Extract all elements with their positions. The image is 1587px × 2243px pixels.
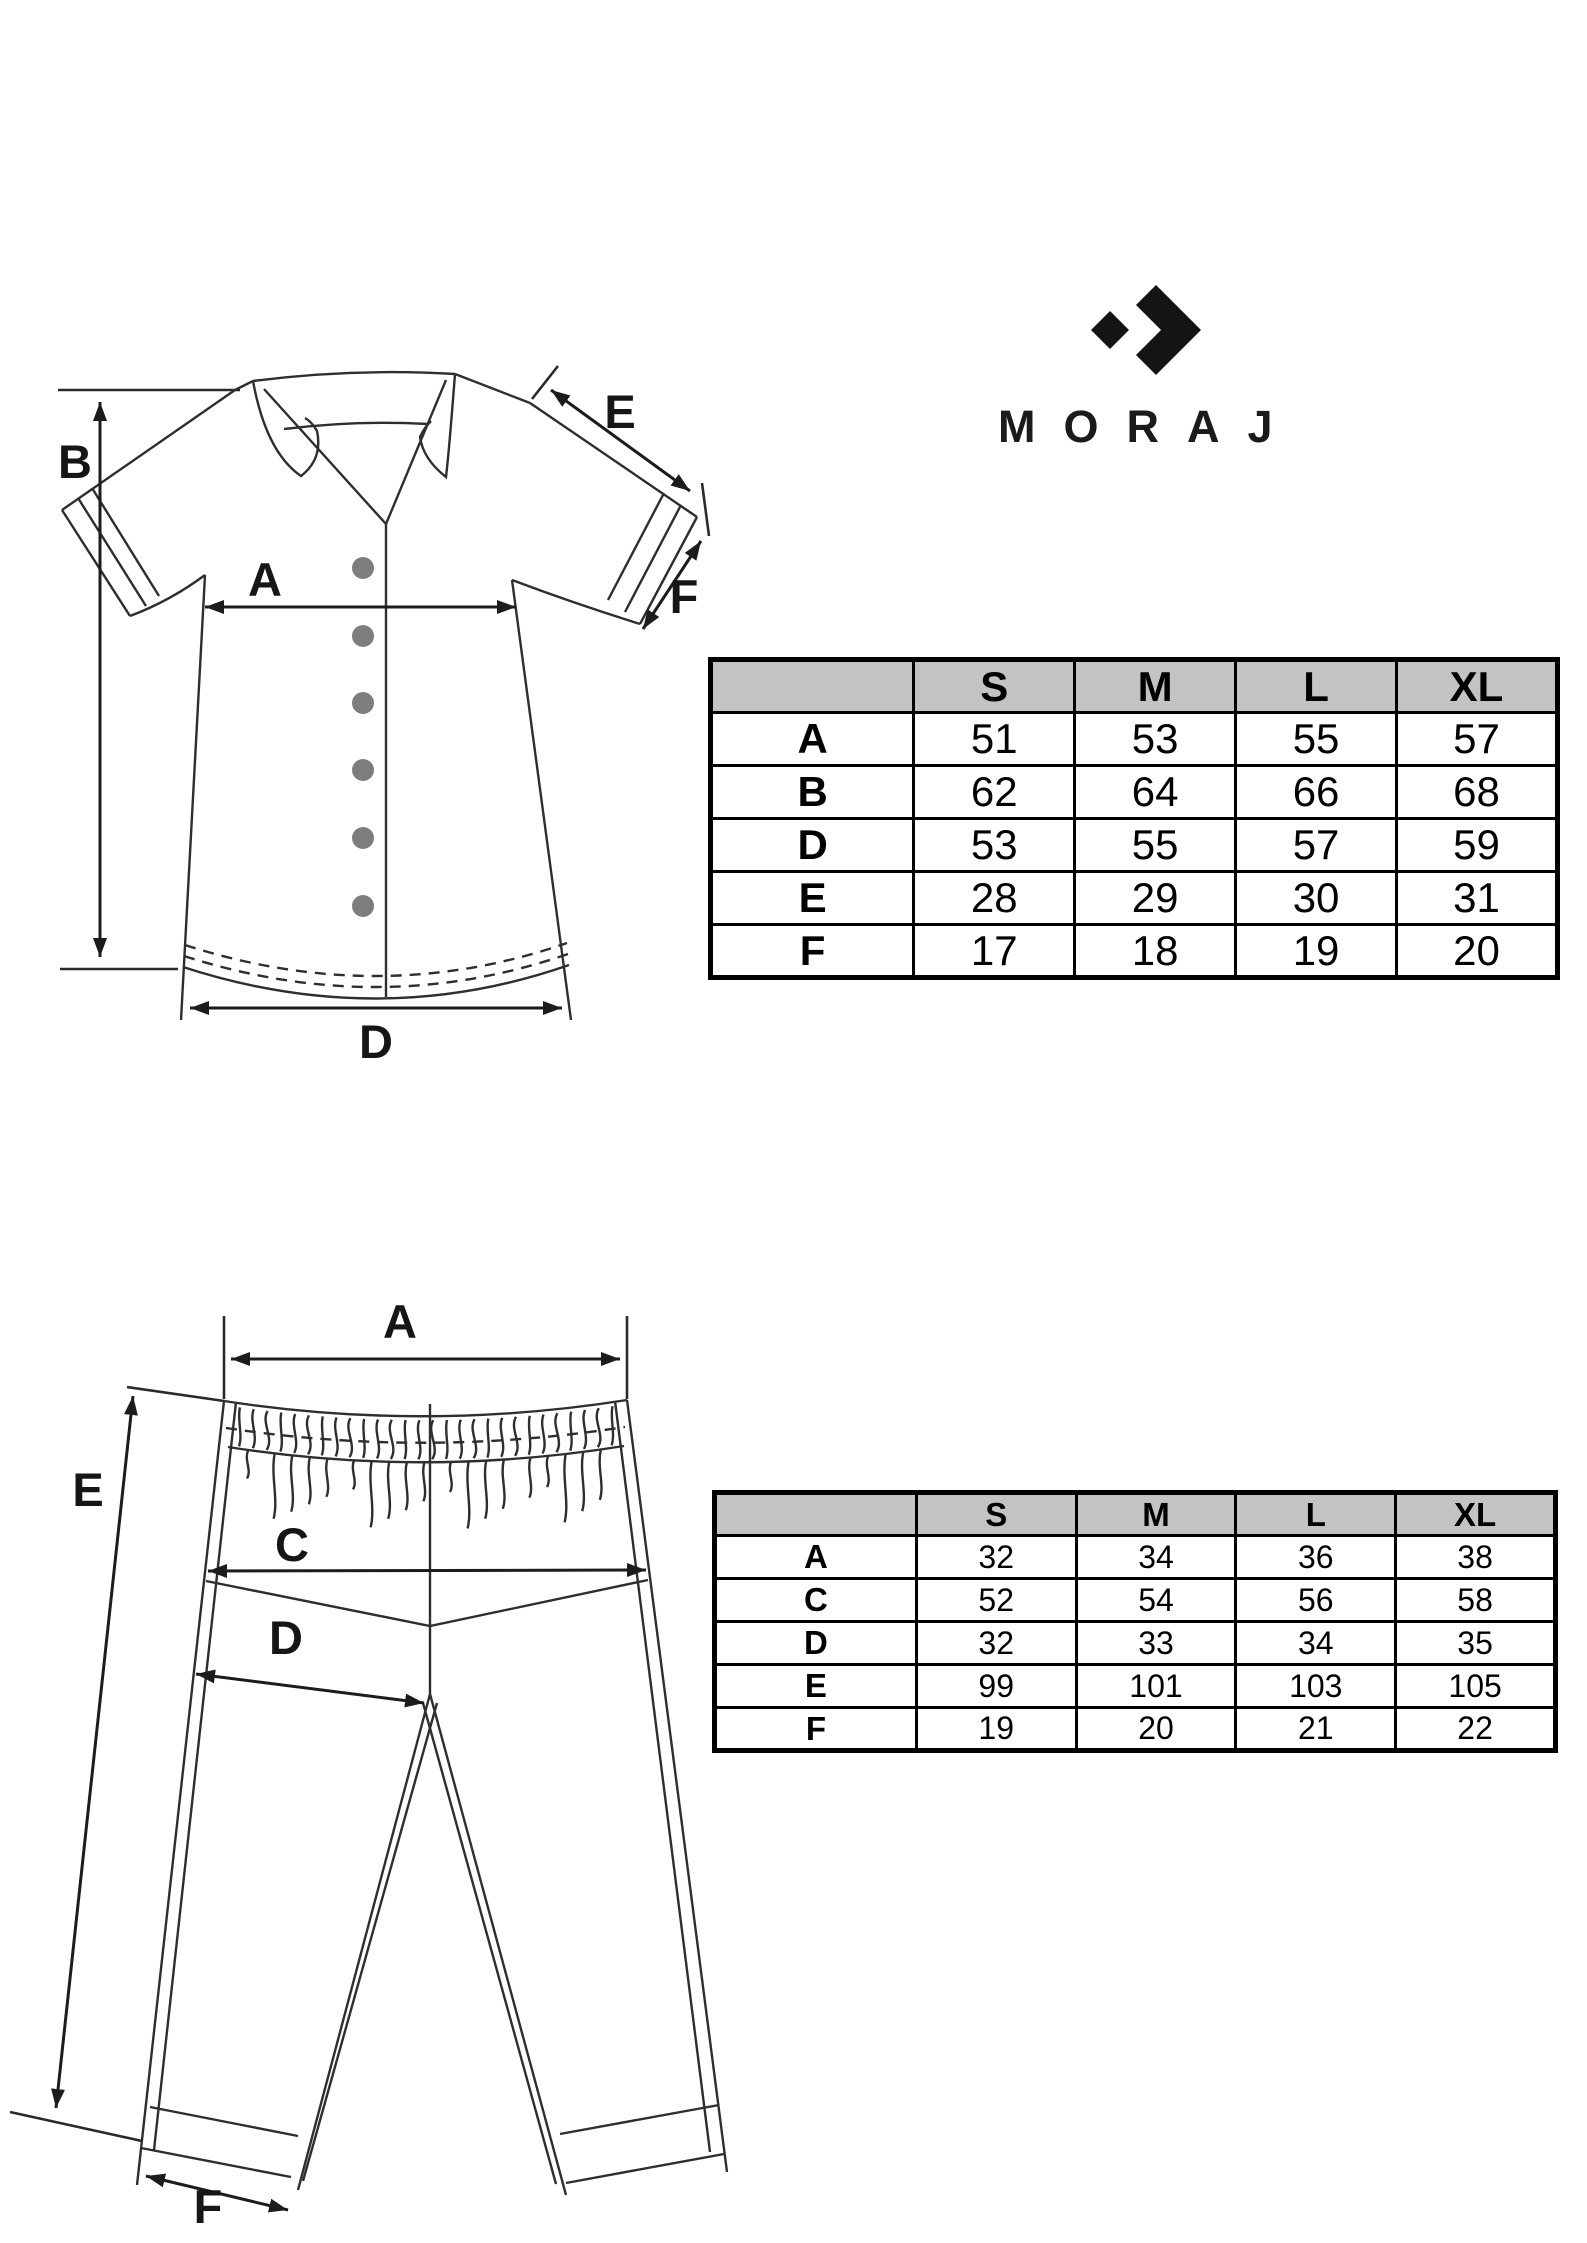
table-cell: 56 [1236, 1579, 1396, 1622]
button [352, 625, 374, 647]
pants-leg-left-outer2 [154, 1402, 236, 2150]
row-label-cell: D [715, 1622, 917, 1665]
table-cell: 57 [1397, 713, 1558, 766]
pants-label-F: F [193, 2180, 223, 2233]
shirt-cuff-left-line2 [92, 488, 159, 596]
table-cell: 55 [1075, 819, 1236, 872]
pants-label-E: E [72, 1463, 104, 1516]
table-cell: 35 [1396, 1622, 1556, 1665]
row-label-cell: E [715, 1665, 917, 1708]
table-header-row [711, 660, 1558, 713]
table-cell: 32 [916, 1536, 1076, 1579]
logo-chevron-icon [1136, 285, 1201, 375]
table-cell: 105 [1396, 1665, 1556, 1708]
pants-leg-right-outer2 [615, 1401, 710, 2152]
table-cell: 31 [1397, 872, 1558, 925]
button [352, 692, 374, 714]
table-row [715, 1536, 1556, 1579]
table-cell: 103 [1236, 1665, 1396, 1708]
table-row [711, 766, 1558, 819]
shirt-ref-tick-cuff [702, 483, 709, 536]
shirt-cuff-right-line2 [608, 493, 664, 600]
table-cell: 66 [1236, 766, 1397, 819]
table-cell: 62 [914, 766, 1075, 819]
table-cell: 34 [1076, 1536, 1236, 1579]
button [352, 557, 374, 579]
table-cell: 17 [914, 925, 1075, 978]
table-cell: 51 [914, 713, 1075, 766]
shirt-label-B: B [58, 435, 92, 488]
table-cell: 52 [916, 1579, 1076, 1622]
shirt-sleeve-right-underarm [512, 580, 640, 624]
pants-label-D: D [269, 1611, 303, 1664]
shirt-side-left [181, 575, 205, 1020]
table-cell: 19 [916, 1708, 1076, 1751]
pants-diagram [10, 1295, 727, 2233]
row-label-cell: F [711, 925, 914, 978]
brand-logo-mark [1091, 285, 1201, 375]
shirt-lapel-fold-right [386, 380, 446, 524]
row-label-cell: D [711, 819, 914, 872]
table-cell: 30 [1236, 872, 1397, 925]
shirt-label-D: D [359, 1015, 393, 1068]
table-cell: 33 [1076, 1622, 1236, 1665]
pants-cuff-left-top [150, 2107, 298, 2136]
row-label-cell: E [711, 872, 914, 925]
table-cell: 34 [1236, 1622, 1396, 1665]
table-cell: 29 [1075, 872, 1236, 925]
table-cell: 64 [1075, 766, 1236, 819]
table-header-cell: L [1236, 660, 1397, 713]
table-cell: 22 [1396, 1708, 1556, 1751]
pants-label-A: A [383, 1295, 417, 1348]
shirt-diagram [58, 366, 709, 1068]
shirt-collar-back-line [284, 423, 428, 429]
shirt-buttons [352, 557, 374, 917]
table-cell: 53 [914, 819, 1075, 872]
shirt-neck-top [253, 372, 455, 381]
brand-wordmark: MORAJ [998, 401, 1301, 452]
pants-inseam-right2 [423, 1703, 556, 2184]
table-cell: 38 [1396, 1536, 1556, 1579]
pants-waist-drawcord [226, 1427, 625, 1443]
pants-cuff-right-hem [566, 2154, 724, 2183]
pants-inseam-left2 [303, 1703, 437, 2181]
shirt-side-right [512, 580, 571, 1020]
pants-ref-E-top [127, 1387, 224, 1401]
table-row [711, 925, 1558, 978]
table-header-cell: L [1236, 1493, 1396, 1536]
table-row [711, 819, 1558, 872]
shirt-label-F: F [669, 570, 699, 623]
pants-size-table [712, 1490, 1558, 1753]
table-cell: 36 [1236, 1536, 1396, 1579]
dim-arrow-pants-D [196, 1674, 424, 1703]
table-row [711, 872, 1558, 925]
table-cell: 101 [1076, 1665, 1236, 1708]
table-header-cell: XL [1396, 1493, 1556, 1536]
pants-cuff-right-top [560, 2105, 719, 2134]
row-label-cell: F [715, 1708, 917, 1751]
shirt-label-A: A [248, 553, 282, 606]
table-cell: 19 [1236, 925, 1397, 978]
shirt-label-E: E [604, 385, 636, 438]
row-label-cell: B [711, 766, 914, 819]
pants-leg-left-outer [137, 1401, 224, 2185]
logo-diamond-icon [1091, 311, 1129, 349]
pants-inseam-left [298, 1694, 430, 2190]
table-header-cell: M [1075, 660, 1236, 713]
table-header-cell: M [1076, 1493, 1236, 1536]
pants-inseam-right [430, 1694, 566, 2195]
table-header-cell [715, 1493, 917, 1536]
shirt-shoulder-right [455, 374, 530, 403]
table-cell: 55 [1236, 713, 1397, 766]
table-cell: 20 [1076, 1708, 1236, 1751]
button [352, 895, 374, 917]
table-cell: 99 [916, 1665, 1076, 1708]
pants-waist-top [224, 1400, 627, 1416]
row-label-cell: A [711, 713, 914, 766]
table-cell: 32 [916, 1622, 1076, 1665]
table-cell: 18 [1075, 925, 1236, 978]
button [352, 827, 374, 849]
table-header-cell: S [914, 660, 1075, 713]
button [352, 759, 374, 781]
table-row [711, 713, 1558, 766]
table-header-cell: S [916, 1493, 1076, 1536]
table-row [715, 1665, 1556, 1708]
table-header-cell [711, 660, 914, 713]
table-row [715, 1579, 1556, 1622]
table-cell: 20 [1397, 925, 1558, 978]
table-cell: 54 [1076, 1579, 1236, 1622]
table-cell: 28 [914, 872, 1075, 925]
pants-cuff-left-hem [141, 2148, 291, 2177]
pants-label-C: C [275, 1518, 309, 1571]
row-label-cell: C [715, 1579, 917, 1622]
table-row [715, 1622, 1556, 1665]
table-cell: 57 [1236, 819, 1397, 872]
row-label-cell: A [715, 1536, 917, 1579]
waistband-gathers [239, 1406, 613, 1459]
table-header-row [715, 1493, 1556, 1536]
table-header-cell: XL [1397, 660, 1558, 713]
table-cell: 59 [1397, 819, 1558, 872]
shirt-size-table [708, 657, 1560, 980]
table-cell: 53 [1075, 713, 1236, 766]
table-cell: 68 [1397, 766, 1558, 819]
table-cell: 58 [1396, 1579, 1556, 1622]
shirt-collar-flap-right [420, 374, 455, 477]
table-row [715, 1708, 1556, 1751]
pants-ref-E-bottom [10, 2112, 142, 2141]
shirt-shoulder-left [235, 381, 253, 390]
shirt-sleeve-left-underarm [130, 575, 205, 616]
table-cell: 21 [1236, 1708, 1396, 1751]
dim-arrow-pants-C [208, 1570, 646, 1571]
